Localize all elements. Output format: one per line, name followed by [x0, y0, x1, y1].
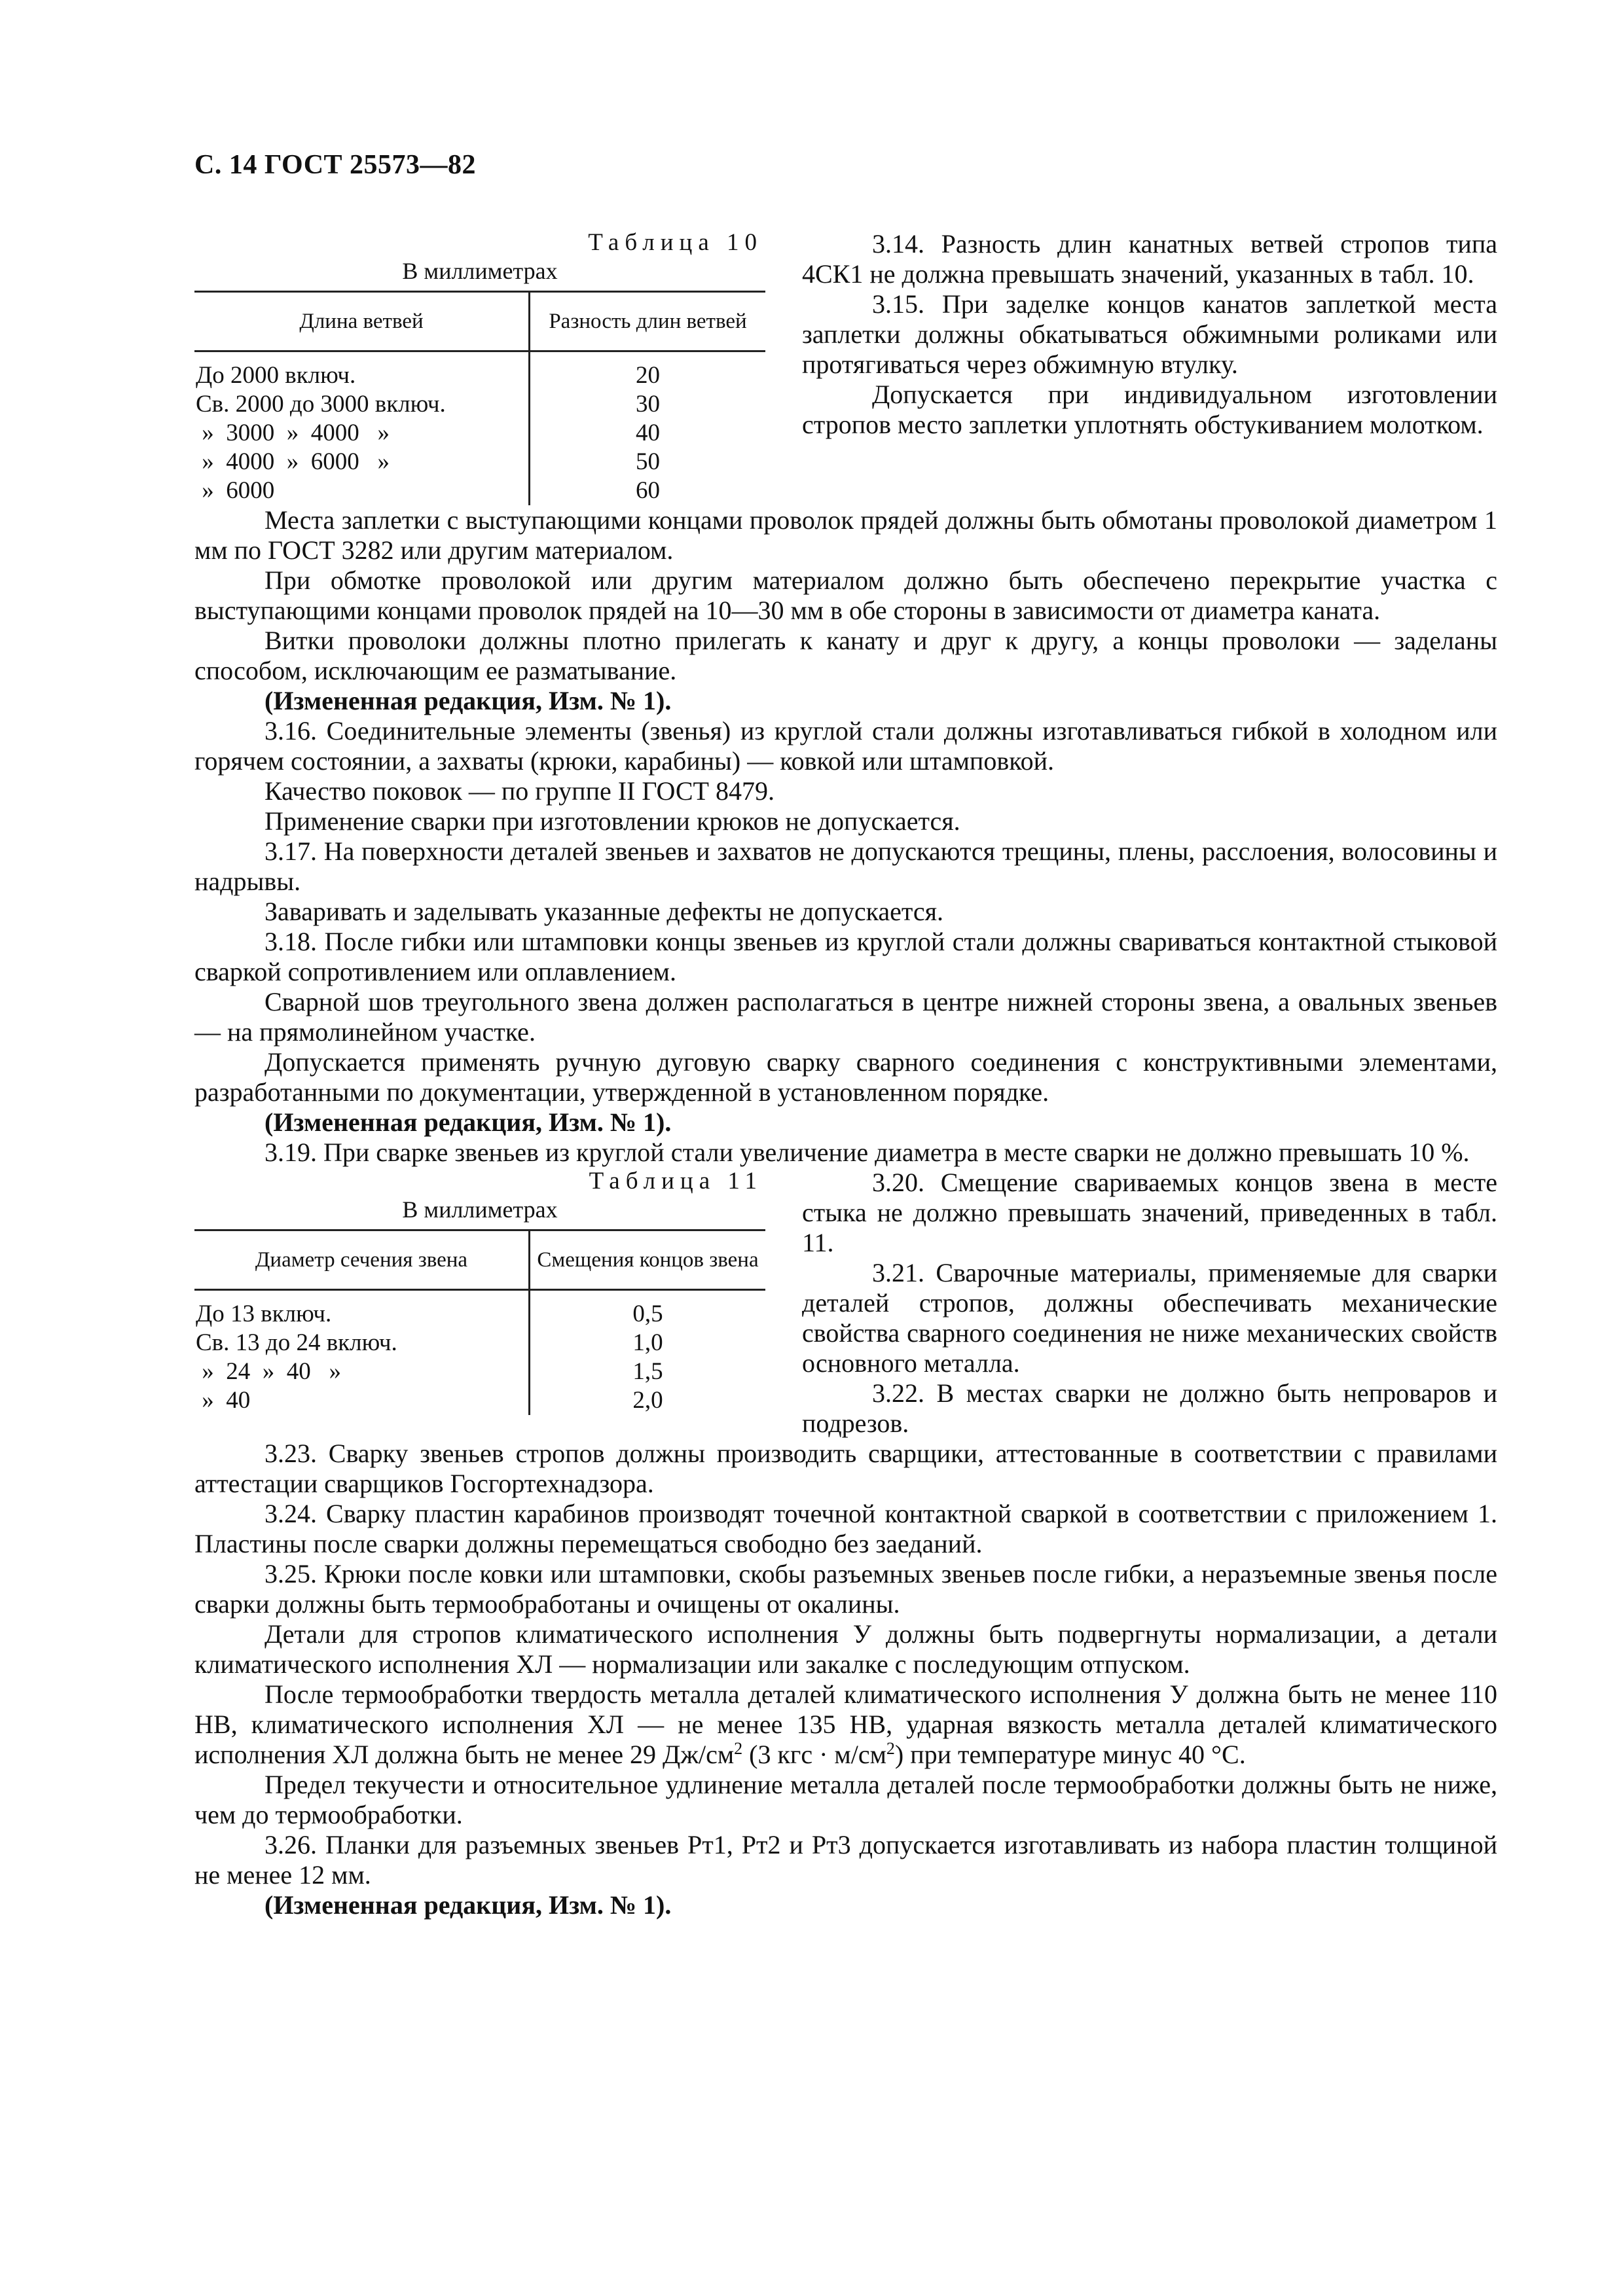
paragraph: Применение сварки при изготовлении крюков не допускается.	[264, 806, 960, 836]
table-row	[194, 476, 765, 505]
table11-caption: Таблица 11	[589, 1168, 763, 1194]
paragraph: 3.18. После гибки или штамповки концы звеньев из круглой стали должны свариваться контактной стыковой сваркой сопротивлением или оплавлением.	[194, 927, 1497, 986]
table10-block	[194, 229, 765, 505]
table-cell: » 24 » 40 »	[194, 1357, 530, 1386]
table11-header-offset: Смещения концов звена	[530, 1230, 766, 1290]
page-header: С. 14 ГОСТ 25573—82	[194, 150, 477, 180]
paragraph: Сварной шов треугольного звена должен располагаться в центре нижней стороны звена, а овальных звеньев — на прямолинейном участке.	[194, 987, 1497, 1047]
table10	[194, 291, 765, 505]
table-row	[194, 390, 765, 419]
table11-header-diameter: Диаметр сечения звена	[194, 1230, 530, 1290]
table10-header-row	[194, 292, 765, 351]
paragraph: Витки проволоки должны плотно прилегать к канату и друг к другу, а концы проволоки — заделаны способом, исключающим ее разматывание.	[194, 626, 1497, 685]
paragraph: Допускается применять ручную дуговую сварку сварного соединения с конструктивными элементами, разработанными по документации, утвержденной в установленном порядке.	[194, 1047, 1497, 1107]
exponent: 2	[886, 1739, 895, 1758]
paragraph: 3.25. Крюки после ковки или штамповки, скобы разъемных звеньев после гибки, а неразъемные звенья после сварки должны быть термообработаны и очищены от окалины.	[194, 1559, 1497, 1619]
paragraph: Качество поковок — по группе II ГОСТ 8479.	[264, 776, 775, 806]
table11	[194, 1229, 765, 1415]
paragraph: При обмотке проволокой или другим материалом должно быть обеспечено перекрытие участка с выступающими концами проволок прядей на 10—30 мм в обе стороны в зависимости от диаметра каната.	[194, 565, 1497, 625]
table-cell: » 4000 » 6000 »	[194, 448, 530, 476]
table11-header-row	[194, 1230, 765, 1290]
table-row	[194, 1329, 765, 1357]
table-cell: Св. 2000 до 3000 включ.	[194, 390, 530, 419]
table11-unit: В миллиметрах	[402, 1196, 558, 1223]
paragraph: 3.19. При сварке звеньев из круглой стали увеличение диаметра в месте сварки не должно превышать 10 %.	[264, 1138, 1470, 1167]
hardness-mid: (3 кгс · м/см	[742, 1740, 886, 1769]
amendment-note: (Измененная редакция, Изм. № 1).	[264, 1890, 672, 1920]
paragraph: 3.23. Сварку звеньев стропов должны производить сварщики, аттестованные в соответствии с правилами аттестации сварщиков Госгортехнадзора.	[194, 1439, 1497, 1498]
amendment-note: (Измененная редакция, Изм. № 1).	[264, 1107, 672, 1137]
table-row	[194, 448, 765, 476]
paragraph: 3.14. Разность длин канатных ветвей стропов типа 4СК1 не должна превышать значений, указанных в табл. 10.	[802, 229, 1497, 289]
paragraph: 3.17. На поверхности деталей звеньев и захватов не допускаются трещины, плены, расслоения, волосовины и надрывы.	[194, 836, 1497, 896]
table-cell: 0,5	[632, 1300, 663, 1327]
paragraph: 3.26. Планки для разъемных звеньев Рт1, Рт2 и Рт3 допускается изготавливать из набора пластин толщиной не менее 12 мм.	[194, 1830, 1497, 1890]
table-cell: 1,0	[632, 1329, 663, 1356]
hardness-paragraph	[194, 1679, 1497, 1770]
table-cell: 30	[636, 391, 660, 418]
table-cell: До 13 включ.	[194, 1290, 530, 1329]
exponent: 2	[734, 1739, 743, 1758]
side-text-1	[802, 229, 1497, 440]
table-cell: 40	[636, 420, 660, 446]
hardness-text: После термообработки твердость металла деталей климатического исполнения У должна быть не менее 110 НВ, климатического исполнения ХЛ — не менее 135 НВ, ударная вязкость металла деталей климатического исполнения ХЛ должна быть не менее 29 Дж/см	[194, 1679, 1497, 1769]
table10-section	[194, 229, 1497, 505]
table-cell: » 3000 » 4000 »	[194, 419, 530, 448]
table-cell: До 2000 включ.	[194, 351, 530, 391]
paragraph: Места заплетки с выступающими концами проволок прядей должны быть обмотаны проволокой диаметром 1 мм по ГОСТ 3282 или другим материалом.	[194, 505, 1497, 565]
table-row	[194, 419, 765, 448]
table-cell: 1,5	[632, 1358, 663, 1385]
table11-block	[194, 1168, 765, 1415]
paragraph: 3.20. Смещение свариваемых концов звена в месте стыка не должно превышать значений, приведенных в табл. 11.	[802, 1168, 1497, 1257]
table-cell: » 40	[194, 1386, 530, 1415]
hardness-tail: ) при температуре минус 40 °С.	[894, 1740, 1246, 1769]
paragraph: Допускается при индивидуальном изготовлении стропов место заплетки уплотнять обстукиванием молотком.	[802, 380, 1497, 439]
table-cell: 2,0	[632, 1387, 663, 1414]
amendment-note: (Измененная редакция, Изм. № 1).	[264, 686, 672, 715]
paragraph: 3.21. Сварочные материалы, применяемые для сварки деталей стропов, должны обеспечивать механические свойства сварного соединения не ниже механических свойств основного металла.	[802, 1258, 1497, 1378]
table-row	[194, 1386, 765, 1415]
table10-header-length: Длина ветвей	[194, 292, 530, 351]
table10-unit: В миллиметрах	[402, 258, 558, 284]
paragraph: Детали для стропов климатического исполнения У должны быть подвергнуты нормализации, а детали климатического исполнения ХЛ — нормализации или закалке с последующим отпуском.	[194, 1619, 1497, 1679]
table-row	[194, 1357, 765, 1386]
table-cell: Св. 13 до 24 включ.	[194, 1329, 530, 1357]
table-row	[194, 1290, 765, 1329]
page-content	[194, 229, 1497, 1920]
side-text-2	[802, 1168, 1497, 1439]
paragraph: 3.16. Соединительные элементы (звенья) из круглой стали должны изготавливаться гибкой в холодном или горячем состоянии, а захваты (крюки, карабины) — ковкой или штамповкой.	[194, 716, 1497, 776]
table-row	[194, 351, 765, 391]
table-cell: 20	[636, 362, 660, 389]
table10-caption: Таблица 10	[588, 229, 763, 256]
table11-section	[194, 1168, 1497, 1439]
table-cell: » 6000	[194, 476, 530, 505]
table10-header-difference: Разность длин ветвей	[530, 292, 766, 351]
paragraph: 3.15. При заделке концов канатов заплеткой места заплетки должны обкатываться обжимными роликами или протягиваться через обжимную втулку.	[802, 289, 1497, 379]
paragraph: 3.22. В местах сварки не должно быть непроваров и подрезов.	[802, 1378, 1497, 1438]
paragraph: Предел текучести и относительное удлинение металла деталей после термообработки должны быть не ниже, чем до термообработки.	[194, 1770, 1497, 1829]
paragraph: Заваривать и заделывать указанные дефекты не допускается.	[264, 897, 944, 926]
paragraph: 3.24. Сварку пластин карабинов производят точечной контактной сваркой в соответствии с приложением 1. Пластины после сварки должны перемещаться свободно без заеданий.	[194, 1499, 1497, 1558]
table-cell: 60	[636, 477, 660, 504]
table-cell: 50	[636, 448, 660, 475]
